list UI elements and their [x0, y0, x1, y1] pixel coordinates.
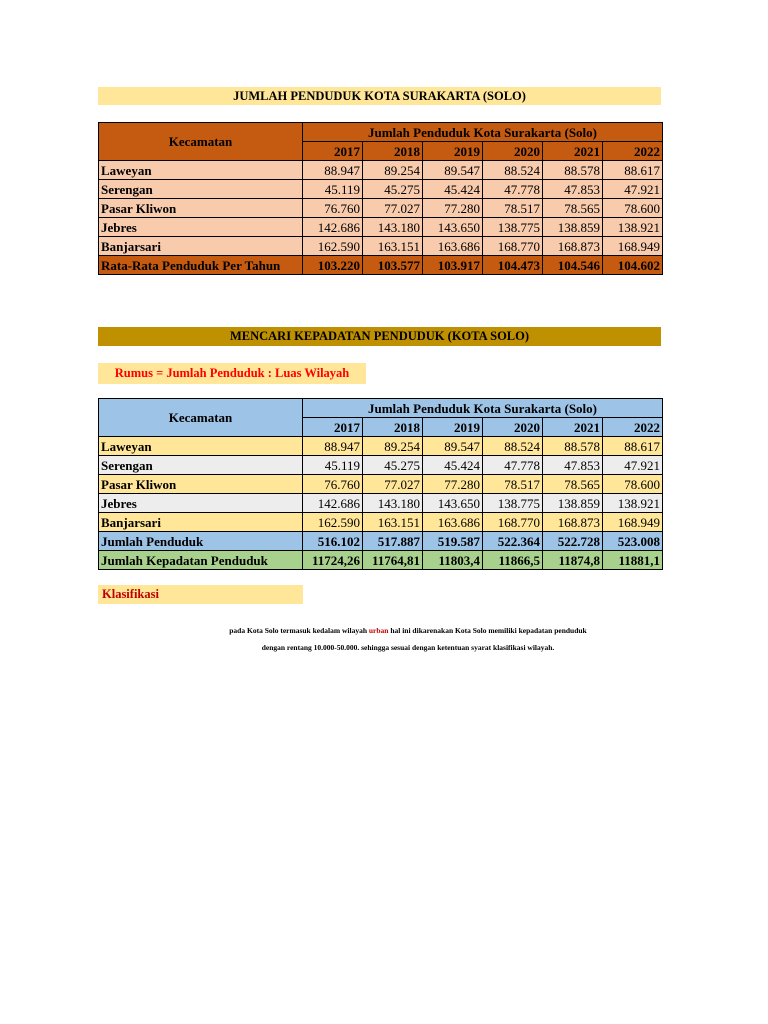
cell: 45.424	[423, 456, 483, 475]
year-header: 2021	[543, 142, 603, 161]
cell: 76.760	[303, 475, 363, 494]
cell: 47.853	[543, 456, 603, 475]
formula-label: Rumus = Jumlah Penduduk : Luas Wilayah	[98, 363, 366, 384]
table-row	[99, 199, 663, 218]
cell: 143.180	[363, 218, 423, 237]
cell: 138.921	[603, 218, 663, 237]
table-row	[99, 218, 663, 237]
cell: 168.770	[483, 237, 543, 256]
cell: 47.778	[483, 180, 543, 199]
cell: 77.280	[423, 475, 483, 494]
row-label: Laweyan	[99, 437, 303, 456]
cell: 78.517	[483, 475, 543, 494]
cell: 138.859	[543, 494, 603, 513]
cell: 168.949	[603, 513, 663, 532]
table-row	[99, 237, 663, 256]
cell: 138.775	[483, 494, 543, 513]
year-header: 2019	[423, 142, 483, 161]
cell: 522.364	[483, 532, 543, 551]
cell: 162.590	[303, 513, 363, 532]
note-text: hal ini dikarenakan Kota Solo memiliki kepadatan penduduk	[388, 626, 587, 635]
cell: 77.027	[363, 475, 423, 494]
cell: 143.650	[423, 218, 483, 237]
cell: 138.775	[483, 218, 543, 237]
group-header: Jumlah Penduduk Kota Surakarta (Solo)	[303, 399, 663, 418]
table-row	[99, 180, 663, 199]
year-header: 2020	[483, 418, 543, 437]
row-label: Serengan	[99, 456, 303, 475]
classification-heading: Klasifikasi	[98, 585, 303, 604]
year-header: 2018	[363, 418, 423, 437]
cell: 78.600	[603, 475, 663, 494]
cell: 88.947	[303, 161, 363, 180]
cell: 78.517	[483, 199, 543, 218]
cell: 11764,81	[363, 551, 423, 570]
cell: 11724,26	[303, 551, 363, 570]
row-label: Serengan	[99, 180, 303, 199]
cell: 11866,5	[483, 551, 543, 570]
cell: 47.778	[483, 456, 543, 475]
cell: 45.424	[423, 180, 483, 199]
table-row	[99, 475, 663, 494]
year-header: 2022	[603, 142, 663, 161]
cell: 89.254	[363, 437, 423, 456]
classification-note-line-2: dengan rentang 10.000-50.000. sehingga sesuai dengan ketentuan syarat klasifikasi wilayah.	[261, 643, 555, 652]
cell: 516.102	[303, 532, 363, 551]
kecamatan-header: Kecamatan	[99, 123, 303, 161]
cell: 104.546	[543, 256, 603, 275]
cell: 78.565	[543, 199, 603, 218]
cell: 103.577	[363, 256, 423, 275]
cell: 168.949	[603, 237, 663, 256]
cell: 104.473	[483, 256, 543, 275]
population-table	[98, 122, 663, 275]
cell: 78.600	[603, 199, 663, 218]
table-row	[99, 513, 663, 532]
population-table-title: JUMLAH PENDUDUK KOTA SURAKARTA (SOLO)	[98, 87, 661, 105]
cell: 103.917	[423, 256, 483, 275]
year-header: 2017	[303, 142, 363, 161]
cell: 163.686	[423, 237, 483, 256]
cell: 88.617	[603, 437, 663, 456]
row-label: Banjarsari	[99, 237, 303, 256]
row-label: Jumlah Penduduk	[99, 532, 303, 551]
urban-highlight: urban	[368, 626, 389, 635]
cell: 45.275	[363, 180, 423, 199]
year-header: 2018	[363, 142, 423, 161]
cell: 103.220	[303, 256, 363, 275]
row-label: Jebres	[99, 218, 303, 237]
table-row	[99, 494, 663, 513]
cell: 88.578	[543, 161, 603, 180]
cell: 47.921	[603, 456, 663, 475]
cell: 11803,4	[423, 551, 483, 570]
note-text: pada Kota Solo termasuk kedalam wilayah	[229, 626, 369, 635]
cell: 163.686	[423, 513, 483, 532]
cell: 89.254	[363, 161, 423, 180]
year-header: 2021	[543, 418, 603, 437]
cell: 142.686	[303, 218, 363, 237]
cell: 143.650	[423, 494, 483, 513]
cell: 138.921	[603, 494, 663, 513]
group-header: Jumlah Penduduk Kota Surakarta (Solo)	[303, 123, 663, 142]
cell: 45.275	[363, 456, 423, 475]
year-header: 2022	[603, 418, 663, 437]
table-row	[99, 437, 663, 456]
cell: 168.770	[483, 513, 543, 532]
cell: 162.590	[303, 237, 363, 256]
cell: 168.873	[543, 513, 603, 532]
table-row	[99, 161, 663, 180]
cell: 47.853	[543, 180, 603, 199]
cell: 142.686	[303, 494, 363, 513]
row-label: Rata-Rata Penduduk Per Tahun	[99, 256, 303, 275]
cell: 11874,8	[543, 551, 603, 570]
cell: 76.760	[303, 199, 363, 218]
table-row	[99, 456, 663, 475]
row-label: Pasar Kliwon	[99, 475, 303, 494]
cell: 77.280	[423, 199, 483, 218]
cell: 522.728	[543, 532, 603, 551]
cell: 88.578	[543, 437, 603, 456]
cell: 168.873	[543, 237, 603, 256]
cell: 11881,1	[603, 551, 663, 570]
cell: 88.524	[483, 161, 543, 180]
cell: 104.602	[603, 256, 663, 275]
cell: 88.617	[603, 161, 663, 180]
cell: 77.027	[363, 199, 423, 218]
row-label: Jumlah Kepadatan Penduduk	[99, 551, 303, 570]
year-header: 2017	[303, 418, 363, 437]
row-label: Jebres	[99, 494, 303, 513]
row-label: Laweyan	[99, 161, 303, 180]
cell: 163.151	[363, 237, 423, 256]
density-row	[99, 551, 663, 570]
cell: 523.008	[603, 532, 663, 551]
classification-note-line-1	[98, 626, 718, 635]
cell: 47.921	[603, 180, 663, 199]
cell: 517.887	[363, 532, 423, 551]
cell: 138.859	[543, 218, 603, 237]
row-label: Banjarsari	[99, 513, 303, 532]
year-header: 2019	[423, 418, 483, 437]
cell: 45.119	[303, 180, 363, 199]
density-section-title: MENCARI KEPADATAN PENDUDUK (KOTA SOLO)	[98, 327, 661, 346]
density-table	[98, 398, 663, 570]
cell: 88.524	[483, 437, 543, 456]
cell: 89.547	[423, 437, 483, 456]
total-row	[99, 532, 663, 551]
cell: 519.587	[423, 532, 483, 551]
cell: 143.180	[363, 494, 423, 513]
cell: 163.151	[363, 513, 423, 532]
cell: 78.565	[543, 475, 603, 494]
cell: 88.947	[303, 437, 363, 456]
cell: 89.547	[423, 161, 483, 180]
cell: 45.119	[303, 456, 363, 475]
year-header: 2020	[483, 142, 543, 161]
average-row	[99, 256, 663, 275]
row-label: Pasar Kliwon	[99, 199, 303, 218]
kecamatan-header: Kecamatan	[99, 399, 303, 437]
